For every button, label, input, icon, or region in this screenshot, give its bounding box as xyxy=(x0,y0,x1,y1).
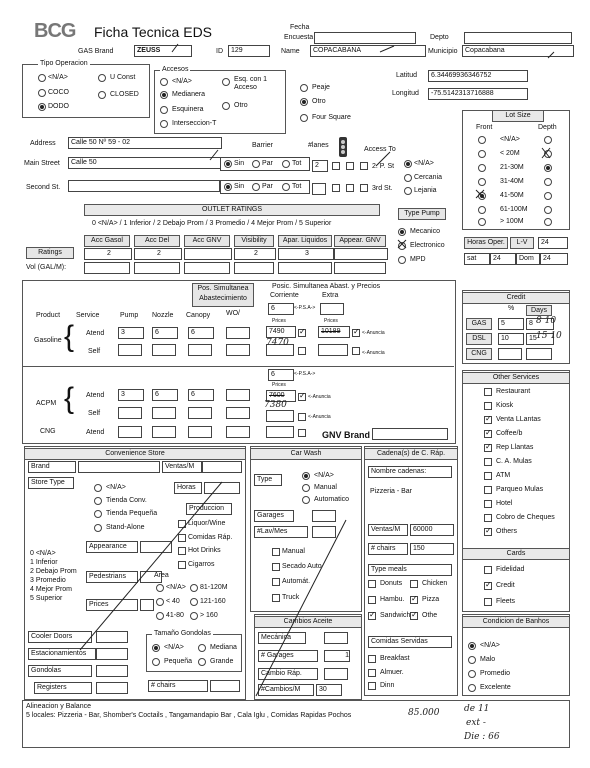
appearance-label: Appearance xyxy=(86,541,138,553)
store-na-label: <N/A> xyxy=(106,484,126,491)
accesos-medianera-label: Medianera xyxy=(172,91,206,98)
cambios-garages-field[interactable]: 1 xyxy=(324,650,350,662)
access-cercania-label: Cercania xyxy=(414,174,443,181)
lot-size-title: Lot Size xyxy=(492,110,544,122)
id-label: ID xyxy=(216,48,223,55)
credit-title: Credit xyxy=(462,292,570,304)
barrier-label: Barrier xyxy=(252,142,274,149)
cambio-rap-label: Cambio Ráp. xyxy=(258,668,318,680)
pos-sim-label: Pos. Simultanea Abastecimiento xyxy=(192,283,254,307)
rating-apar-liquidos[interactable]: 3 xyxy=(278,248,334,260)
outlet-ratings-scale: 0 <N/A> / 1 Inferior / 2 Debajo Prom / 3 Promedio / 4 Mejor Prom / 5 Superior xyxy=(92,220,332,227)
type-meals-label: Type meals xyxy=(368,564,452,576)
product-label: Product xyxy=(36,312,61,319)
car-wash-type-label: Type xyxy=(254,474,282,486)
latitud-field[interactable]: 6.34469936346752 xyxy=(428,70,528,82)
posic-label: Posic. Simultanea Abast. y Precios xyxy=(272,283,381,290)
scale-1: 1 Inferior xyxy=(30,559,58,566)
barrier1-tot-label: Tot xyxy=(292,160,302,167)
lot-front-label: Front xyxy=(476,124,493,131)
credit-dsl-days[interactable]: 15 xyxy=(526,333,554,345)
col-acc-del: Acc Del xyxy=(134,235,180,247)
scale-2: 2 Debajo Prom xyxy=(30,568,77,575)
meal-label: Pizza xyxy=(422,596,440,603)
banos-malo-label: Malo xyxy=(480,656,496,663)
fecha-label: Fecha xyxy=(290,24,310,31)
dom-label: Dom xyxy=(516,253,540,265)
tamano-grande-label: Grande xyxy=(210,658,234,665)
produccion-label: Produccion xyxy=(186,503,232,515)
encuesta-label: Encuesta xyxy=(284,34,314,41)
main-street-label: Main Street xyxy=(24,160,60,167)
hw-acpm-price: 7380 xyxy=(264,400,287,410)
gas-brand-label: GAS Brand xyxy=(78,48,114,55)
lanes-field-1[interactable]: 2 xyxy=(312,160,328,172)
rating-visibility[interactable]: 2 xyxy=(234,248,276,260)
card-item-label: Fidelidad xyxy=(496,566,525,573)
col-apar-liquidos: Apar. Liquidos xyxy=(278,235,332,247)
almuer-label: Almuer. xyxy=(380,669,404,676)
acpm-nozzle-field[interactable]: 6 xyxy=(152,389,178,401)
cadenas-ventas-field[interactable]: 60000 xyxy=(410,524,454,536)
car-wash-title: Car Wash xyxy=(250,448,362,460)
barrier1-par-label: Par xyxy=(262,160,273,167)
area-160-label: > 160 xyxy=(200,612,218,619)
area-41-label: 41-80 xyxy=(166,612,184,619)
accesos-esq-label: Esq. con 1 Acceso xyxy=(234,76,268,91)
hw-gas-price: 7470 xyxy=(266,338,289,348)
store-type-label: Store Type xyxy=(28,477,74,489)
nozzle-label: Nozzle xyxy=(152,312,174,319)
area-40-label: < 40 xyxy=(166,598,180,605)
convenience-ventas-label: Ventas/M xyxy=(162,461,202,473)
lot-41-label: 41-50M xyxy=(500,192,524,199)
longitud-label: Longitud xyxy=(392,90,419,97)
acpm-atend-label: Atend xyxy=(86,392,105,399)
gnv-brand-label: GNV Brand xyxy=(322,430,371,440)
mecanica-label: Mecánica xyxy=(258,632,306,644)
name-field[interactable]: COPACABANA xyxy=(310,45,426,57)
convenience-title: Convenience Store xyxy=(24,448,246,460)
tipo-operacion-label: Tipo Operacion xyxy=(40,60,88,67)
carwash-automat-item: Automát. xyxy=(282,578,311,585)
acpm-prices-label: Prices xyxy=(272,382,286,388)
meal-label: Othe xyxy=(422,612,438,619)
gasoline-prices-label-extra: Prices xyxy=(324,318,338,324)
service-item-label: Hotel xyxy=(496,500,513,507)
address-field[interactable]: Calle 50 Nº 59 - 02 xyxy=(68,137,222,149)
sat-field[interactable]: 24 xyxy=(490,253,516,265)
scale-4: 4 Mejor Prom xyxy=(30,586,73,593)
nombre-cadenas-value: Pizzeria - Bar xyxy=(370,488,413,495)
access-na-label: <N/A> xyxy=(414,160,434,167)
cng-label: CNG xyxy=(40,428,56,435)
carwash-auto-label: Automatico xyxy=(314,496,350,503)
lanes-label: #lanes xyxy=(308,142,329,149)
carwash-secado-item: Secado Auto xyxy=(282,563,322,570)
ratings-label: Ratings xyxy=(26,247,74,259)
other-services-title: Other Services xyxy=(462,372,570,384)
nombre-cadenas-label: Nombre cadenas: xyxy=(368,466,452,478)
gasoline-pos-field[interactable]: 6 xyxy=(268,303,294,315)
area-121-label: 121-160 xyxy=(200,598,226,605)
area-na-label: <N/A> xyxy=(166,584,186,591)
convenience-brand-label: Brand xyxy=(28,461,76,473)
service-item-label: Kiosk xyxy=(496,402,514,409)
municipio-label: Municipio xyxy=(428,48,458,55)
credit-dsl-label: DSL xyxy=(466,333,492,345)
rating-acc-del[interactable]: 2 xyxy=(134,248,182,260)
peaje-otro-label: Otro xyxy=(312,98,326,105)
cadenas-chairs-field[interactable]: 150 xyxy=(410,543,454,555)
acpm-self-label: Self xyxy=(88,410,101,417)
name-label: Name xyxy=(281,48,300,55)
scale-5: 5 Superior xyxy=(30,595,63,602)
gondolas-label: Gondolas xyxy=(28,665,92,677)
service-item-label: Coffee/b xyxy=(496,430,523,437)
credit-pct-label: % xyxy=(508,305,515,312)
cadenas-ventas-label: Ventas/M xyxy=(368,524,408,536)
lv-field[interactable]: 24 xyxy=(538,237,568,249)
carwash-truck-item: Truck xyxy=(282,594,300,601)
tipo-dodo-label: DODO xyxy=(48,103,69,110)
footer-label: Alineacion y Balance xyxy=(26,703,91,710)
carwash-manual-label: Manual xyxy=(314,484,337,491)
carwash-manual-item: Manual xyxy=(282,548,305,555)
vol-label: Vol (GAL/M): xyxy=(26,264,67,271)
acpm-self-anuncia-label: <-Anuncia xyxy=(308,414,331,420)
acpm-pump-field[interactable]: 3 xyxy=(118,389,144,401)
banos-promedio-label: Promedio xyxy=(480,670,510,677)
lot-depth-label: Depth xyxy=(538,124,557,131)
prices-label: Prices xyxy=(86,599,138,611)
comidas-label: Comidas Ráp. xyxy=(188,534,233,541)
store-conv-label: Tienda Conv. xyxy=(106,497,147,504)
four-square-label: Four Square xyxy=(312,114,351,121)
latitud-label: Latitud xyxy=(396,72,418,79)
area-81-label: 81-120M xyxy=(200,584,228,591)
carwash-garages-label: Garages xyxy=(254,510,294,522)
service-item-label: Parqueo Mulas xyxy=(496,486,544,493)
hw-note-3: Die : 66 xyxy=(464,732,500,742)
access-3rd-label: 3rd St. xyxy=(372,185,393,192)
footer-locales: 5 locales: Pizzeria - Bar, Shomber's Coctails , Tangamandapio Bar , Cala Iglu , Comidas Rapidas Pochos xyxy=(26,712,352,719)
acpm-canopy-field[interactable]: 6 xyxy=(188,389,214,401)
hw-amount: 85.000 xyxy=(408,708,440,718)
lot-61-label: 61-100M xyxy=(500,206,528,213)
gasoline-atend-label: Atend xyxy=(86,330,105,337)
accesos-na-label: <N/A> xyxy=(172,78,192,85)
barrier1-sin-label: Sin xyxy=(234,160,245,167)
carwash-lav-label: #Lav/Mes xyxy=(254,526,308,538)
gasoline-brace: { xyxy=(64,320,75,353)
tipo-closed-label: CLOSED xyxy=(110,91,139,98)
horas-label: Horas xyxy=(174,482,202,494)
sat-label: sat xyxy=(464,253,490,265)
tamano-pequena-label: Pequeña xyxy=(164,658,193,665)
lot-20-label: < 20M xyxy=(500,150,520,157)
credit-gas-pct[interactable]: 5 xyxy=(498,318,524,330)
meal-label: Sandwich xyxy=(380,612,411,619)
credit-days-label: Days xyxy=(526,305,552,316)
lot-31-label: 31-40M xyxy=(500,178,524,185)
tipo-uconst-label: U Const xyxy=(110,74,136,81)
acpm-psa-label: <-P.S.A-> xyxy=(294,371,316,377)
banos-na-label: <N/A> xyxy=(480,642,500,649)
dinn-label: Dinn xyxy=(380,682,395,689)
gasoline-self-anuncia-label: <-Anuncia xyxy=(362,350,385,356)
credit-dsl-pct[interactable]: 10 xyxy=(498,333,524,345)
area-label: Area xyxy=(154,572,169,579)
hw-gas-days: 8 10 xyxy=(536,316,557,326)
cooler-label: Cooler Doors xyxy=(28,631,92,643)
meal-label: Hambu. xyxy=(380,596,405,603)
service-item-label: Others xyxy=(496,528,518,535)
service-item-label: Venta LLantas xyxy=(496,416,541,423)
accesos-otro-label: Otro xyxy=(234,102,248,109)
accesos-esquinera-label: Esquinera xyxy=(172,106,204,113)
bcg-logo: BCG xyxy=(34,20,76,42)
corriente-label: Corriente xyxy=(270,292,299,299)
gasoline-extra-price[interactable]: 10189 xyxy=(318,326,350,338)
type-pump-button[interactable]: Type Pump xyxy=(398,208,446,220)
id-field[interactable]: 129 xyxy=(228,45,270,57)
gasoline-label: Gasoline xyxy=(34,337,62,344)
cambios-mes-label: #Cambios/M xyxy=(258,684,314,696)
lv-label: L-V xyxy=(510,237,534,249)
col-acc-gasol: Acc Gasol xyxy=(84,235,130,247)
col-acc-gnv: Acc GNV xyxy=(184,235,230,247)
barrier2-sin-label: Sin xyxy=(234,183,245,190)
barrier2-tot-label: Tot xyxy=(292,183,302,190)
banos-excelente-label: Excelente xyxy=(480,684,511,691)
accesos-label: Accesos xyxy=(162,66,189,73)
tipo-na-label: <N/A> xyxy=(48,74,68,81)
pump-mecanico-label: Mecanico xyxy=(410,228,440,235)
access-2pst-label: 2. P. St xyxy=(372,163,395,170)
main-street-field[interactable]: Calle 50 xyxy=(68,157,222,169)
accesos-interseccion-label: Interseccion-T xyxy=(172,120,217,127)
hw-note-2: ext - xyxy=(466,718,486,728)
lot-100-label: > 100M xyxy=(500,218,524,225)
store-pequena-label: Tienda Pequeña xyxy=(106,510,158,517)
credit-gas-days[interactable]: 8 xyxy=(526,318,554,330)
hot-drinks-label: Hot Drinks xyxy=(188,547,221,554)
cambios-garages-label: # Garages xyxy=(258,650,318,662)
gasoline-psa-label: <-P.S.A-> xyxy=(294,305,316,311)
col-visibility: Visibility xyxy=(234,235,274,247)
acpm-brace: { xyxy=(64,382,75,415)
pedestrians-label: Pedestrians xyxy=(86,571,138,583)
credit-cng-label: CNG xyxy=(466,348,492,360)
estacionamientos-label: Estacionamientos xyxy=(28,648,96,660)
cigarros-label: Cigarros xyxy=(188,561,215,568)
acpm-anuncia-label: <-Anuncia xyxy=(308,394,331,400)
municipio-field[interactable]: Copacabana xyxy=(462,45,574,57)
dom-field[interactable]: 24 xyxy=(540,253,568,265)
cng-atend-label: Atend xyxy=(86,429,105,436)
meal-label: Donuts xyxy=(380,580,403,587)
cambios-title: Cambios Aceite xyxy=(254,616,362,628)
gasoline-pump-field[interactable]: 3 xyxy=(118,327,144,339)
hw-note-1: de 11 xyxy=(464,704,490,714)
breakfast-label: Breakfast xyxy=(380,655,410,662)
pump-label: Pump xyxy=(120,312,139,319)
gas-brand-field[interactable]: ZEUSS xyxy=(134,45,192,57)
gasoline-canopy-field[interactable]: 6 xyxy=(188,327,214,339)
gasoline-nozzle-field[interactable]: 6 xyxy=(152,327,178,339)
acpm-pos-field[interactable]: 6 xyxy=(268,369,294,381)
cambios-mes-field[interactable]: 30 xyxy=(316,684,342,696)
tipo-coco-label: COCO xyxy=(48,89,69,96)
banos-title: Condicion de Banhos xyxy=(462,616,570,628)
store-standalone-label: Stand-Alone xyxy=(106,524,145,531)
tamano-label: Tamaño Gondolas xyxy=(154,630,211,637)
page-title: Ficha Tecnica EDS xyxy=(94,24,213,40)
service-item-label: Rep Llantas xyxy=(496,444,534,451)
card-item-label: Fleets xyxy=(496,598,516,605)
scale-0: 0 <N/A> xyxy=(30,550,56,557)
lot-na-label: <N/A> xyxy=(500,136,520,143)
tamano-mediana-label: Mediana xyxy=(210,644,237,651)
tamano-na-label: <N/A> xyxy=(164,644,184,651)
meal-label: Chicken xyxy=(422,580,448,587)
cards-title: Cards xyxy=(462,548,570,560)
col-appear-gnv: Appear. GNV xyxy=(334,235,386,247)
gasoline-self-label: Self xyxy=(88,348,101,355)
credit-gas-label: GAS xyxy=(466,318,492,330)
card-item-label: Credit xyxy=(496,582,515,589)
acpm-price-field[interactable]: 7600 xyxy=(266,390,296,402)
canopy-label: Canopy xyxy=(186,312,211,319)
peaje-label: Peaje xyxy=(312,84,330,91)
second-st-label: Second St. xyxy=(26,184,61,191)
access-to-label: Access To xyxy=(364,146,396,153)
service-item-label: Cobro de Cheques xyxy=(496,514,555,521)
rating-acc-gasol[interactable]: 2 xyxy=(84,248,132,260)
gasoline-prices-label: Prices xyxy=(272,318,286,324)
cadenas-chairs-label: # chairs xyxy=(368,543,408,555)
acpm-label: ACPM xyxy=(36,400,57,407)
wo-label: WO/ xyxy=(226,310,240,317)
service-item-label: ATM xyxy=(496,472,511,479)
access-lejania-label: Lejania xyxy=(414,187,437,194)
service-item-label: Restaurant xyxy=(496,388,531,395)
convenience-chairs-label: # chairs xyxy=(148,680,208,692)
liquor-label: Liquor/Wine xyxy=(188,520,226,527)
horas-oper-label: Horas Oper. xyxy=(464,237,508,249)
outlet-ratings-title: OUTLET RATINGS xyxy=(84,204,380,216)
depto-label: Depto xyxy=(430,34,449,41)
gasoline-anuncia-label: <-Anuncia xyxy=(362,330,385,336)
pump-electronico-label: Electronico xyxy=(410,242,445,249)
pump-mpd-label: MPD xyxy=(410,256,426,263)
lot-21-label: 21-30M xyxy=(500,164,524,171)
carwash-na-label: <N/A> xyxy=(314,472,334,479)
gasoline-corriente-price[interactable]: 7490 xyxy=(266,326,296,338)
barrier2-par-label: Par xyxy=(262,183,273,190)
scale-3: 3 Promedio xyxy=(30,577,66,584)
cadenas-title: Cadena(s) de C. Ráp. xyxy=(364,448,458,460)
address-label: Address xyxy=(30,140,56,147)
service-label: Service xyxy=(76,312,100,319)
extra-label: Extra xyxy=(322,292,339,299)
longitud-field[interactable]: -75.5142313716888 xyxy=(428,88,528,100)
service-item-label: C. A. Mulas xyxy=(496,458,532,465)
registers-label: Registers xyxy=(34,682,92,694)
hw-dsl-days: 15 10 xyxy=(536,331,562,341)
comidas-servidas-label: Comidas Servidas xyxy=(368,636,452,648)
